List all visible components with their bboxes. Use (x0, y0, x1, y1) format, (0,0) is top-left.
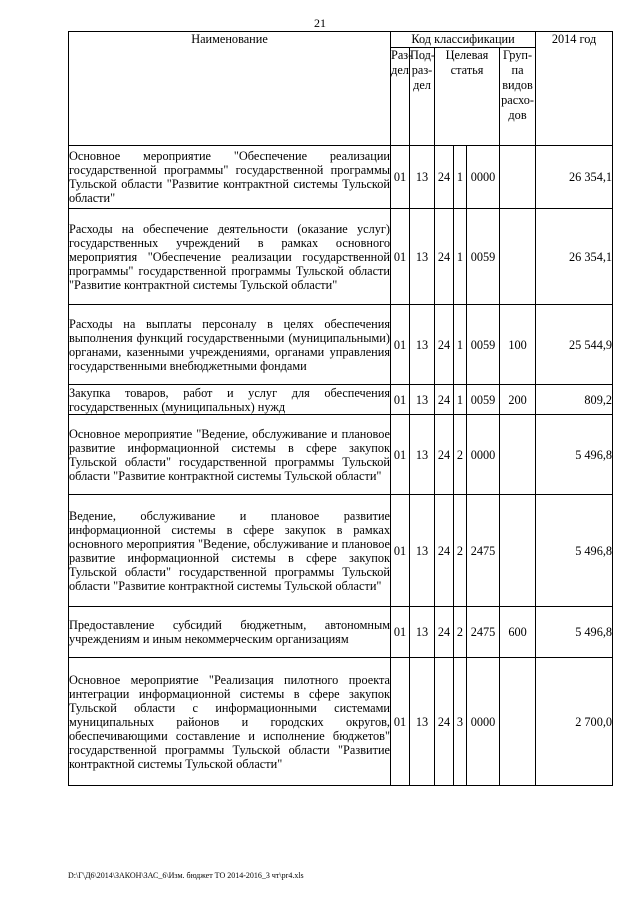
table-row (69, 607, 613, 658)
row-podrazdel: 13 (410, 209, 435, 305)
row-target-subprogram: 1 (454, 305, 467, 385)
row-expense-group: 200 (500, 385, 536, 415)
row-podrazdel: 13 (410, 495, 435, 607)
row-name: Ведение, обслуживание и плановое развитие информационной системы в сфере закупок в рамках основного мероприятия "Ведение, обслуживание и плановое развитие информационной системы в сфере закупок Тульской области" государственной программы Тульской области "Развитие контрактной системы Тульской области" (69, 495, 391, 607)
row-name: Расходы на обеспечение деятельности (оказание услуг) государственных учреждений в рамках основного мероприятия "Обеспечение реализации государственной программы" государственной программы Тульской области "Развитие контрактной системы Тульской области" (69, 209, 391, 305)
row-podrazdel: 13 (410, 305, 435, 385)
row-expense-group: 600 (500, 607, 536, 658)
row-podrazdel: 13 (410, 415, 435, 495)
row-razdel: 01 (391, 415, 410, 495)
row-name: Закупка товаров, работ и услуг для обеспечения государственных (муниципальных) нужд (69, 385, 390, 414)
row-name: Основное мероприятие "Реализация пилотного проекта интеграции информационной системы в сфере закупок Тульской области с информационными системами муниципальных районов и городских округов, обеспечивающими составление и исполнение бюджетов" государственной программы Тульской области "Развитие контрактной системы Тульской области" (69, 658, 391, 786)
row-amount: 26 354,1 (536, 209, 613, 305)
row-amount: 25 544,9 (536, 305, 613, 385)
row-target-subprogram: 2 (454, 415, 467, 495)
header-group: Груп-па видов расхо-дов (500, 48, 536, 146)
table-row (69, 495, 613, 607)
row-target-direction: 0000 (467, 415, 500, 495)
row-podrazdel: 13 (410, 385, 435, 415)
page-number: 21 (314, 16, 326, 30)
row-target-direction: 0000 (467, 658, 500, 786)
row-name: Расходы на выплаты персоналу в целях обеспечения выполнения функций государственными (муниципальными) органами, казенными учреждениями, органами управления государственными внебюджетными фондами (69, 305, 391, 385)
table-row (69, 209, 613, 305)
header-year: 2014 год (536, 32, 613, 146)
row-expense-group (500, 658, 536, 786)
row-target-program: 24 (435, 495, 454, 607)
row-amount: 5 496,8 (536, 607, 613, 658)
row-amount: 5 496,8 (536, 415, 613, 495)
header-razdel: Раз-дел (391, 48, 410, 146)
row-podrazdel: 13 (410, 607, 435, 658)
row-razdel: 01 (391, 658, 410, 786)
row-target-program: 24 (435, 385, 454, 415)
row-target-subprogram: 2 (454, 495, 467, 607)
header-name: Наименование (69, 32, 391, 146)
row-target-subprogram: 1 (454, 146, 467, 209)
row-expense-group: 100 (500, 305, 536, 385)
row-podrazdel: 13 (410, 658, 435, 786)
row-target-direction: 0059 (467, 305, 500, 385)
row-podrazdel: 13 (410, 146, 435, 209)
row-target-subprogram: 3 (454, 658, 467, 786)
row-target-subprogram: 2 (454, 607, 467, 658)
row-target-program: 24 (435, 607, 454, 658)
table-row (69, 305, 613, 385)
row-target-program: 24 (435, 415, 454, 495)
row-expense-group (500, 415, 536, 495)
row-razdel: 01 (391, 305, 410, 385)
row-razdel: 01 (391, 209, 410, 305)
row-name: Основное мероприятие "Ведение, обслуживание и плановое развитие информационной системы в сфере закупок Тульской области" государственной программы Тульской области "Развитие контрактной системы Тульской области" (69, 415, 391, 495)
table-row (69, 146, 613, 209)
row-target-program: 24 (435, 146, 454, 209)
row-amount: 2 700,0 (536, 658, 613, 786)
row-expense-group (500, 209, 536, 305)
row-name: Предоставление субсидий бюджетным, автономным учреждениям и иным некоммерческим организациям (69, 607, 391, 658)
table-row (69, 385, 613, 415)
footer-path: D:\Г\Д6\2014\ЗАКОН\ЗАС_6\Изм. бюджет ТО 2014-2016_3 чт\pr4.xls (68, 871, 304, 880)
header-classification: Код классификации (391, 32, 536, 48)
row-amount: 809,2 (536, 385, 613, 415)
row-expense-group (500, 495, 536, 607)
row-target-direction: 0000 (467, 146, 500, 209)
row-target-direction: 2475 (467, 495, 500, 607)
row-target-program: 24 (435, 305, 454, 385)
row-amount: 5 496,8 (536, 495, 613, 607)
table-row (69, 658, 613, 786)
header-podrazdel: Под-раз-дел (410, 48, 435, 146)
row-target-subprogram: 1 (454, 385, 467, 415)
row-target-subprogram: 1 (454, 209, 467, 305)
row-target-program: 24 (435, 209, 454, 305)
row-razdel: 01 (391, 385, 410, 415)
row-target-program: 24 (435, 658, 454, 786)
row-target-direction: 0059 (467, 385, 500, 415)
table-row (69, 415, 613, 495)
row-expense-group (500, 146, 536, 209)
header-target: Целевая статья (435, 48, 500, 146)
row-name: Основное мероприятие "Обеспечение реализации государственной программы" государственной программы Тульской области "Развитие контрактной системы Тульской области" (69, 146, 391, 209)
row-razdel: 01 (391, 607, 410, 658)
budget-table (68, 31, 613, 786)
row-razdel: 01 (391, 146, 410, 209)
row-amount: 26 354,1 (536, 146, 613, 209)
row-razdel: 01 (391, 495, 410, 607)
row-target-direction: 2475 (467, 607, 500, 658)
row-target-direction: 0059 (467, 209, 500, 305)
